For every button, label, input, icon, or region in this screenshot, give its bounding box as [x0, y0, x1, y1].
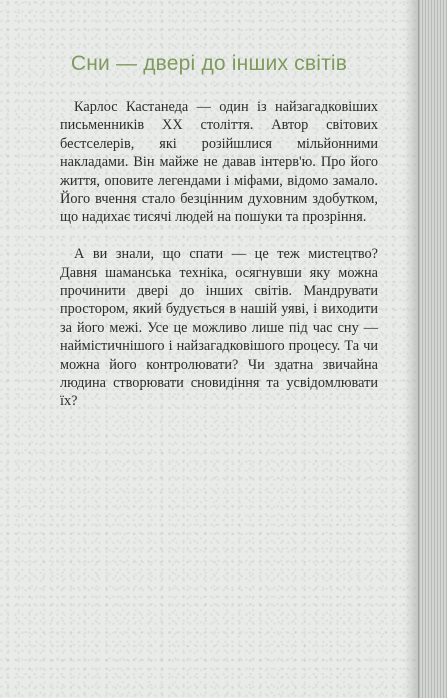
page-edges: [418, 0, 447, 698]
spine-shadow: [404, 0, 418, 698]
book-title: Сни — двері до інших світів: [70, 52, 348, 75]
blurb-text: [60, 98, 378, 429]
blurb-paragraph-2: А ви знали, що спати — це теж мистецтво? Давня шаманська техніка, осягнувши яку можна прочинити двері до інших світів. Мандрувати простором, який будується в нашій уяві, і виходити за його межі. Усе це можливо лише під час сну — наймістичнішого і найзагадковішого процесу. Та чи можна його контролювати? Чи здатна звичайна людина створювати сновидіння та усвідомлювати їх?: [60, 246, 378, 410]
blurb-paragraph-1: Карлос Кастанеда — один із найзагадковіших письменників XX століття. Автор світових бестселерів, які розійшлися мільйонними накладами. Він майже не давав інтерв'ю. Про його життя, оповите легендами і міфами, відомо замало. Його вчення стало безцінним духовним здобутком, що надихає тисячі людей на пошуки та прозріння.: [60, 99, 378, 226]
